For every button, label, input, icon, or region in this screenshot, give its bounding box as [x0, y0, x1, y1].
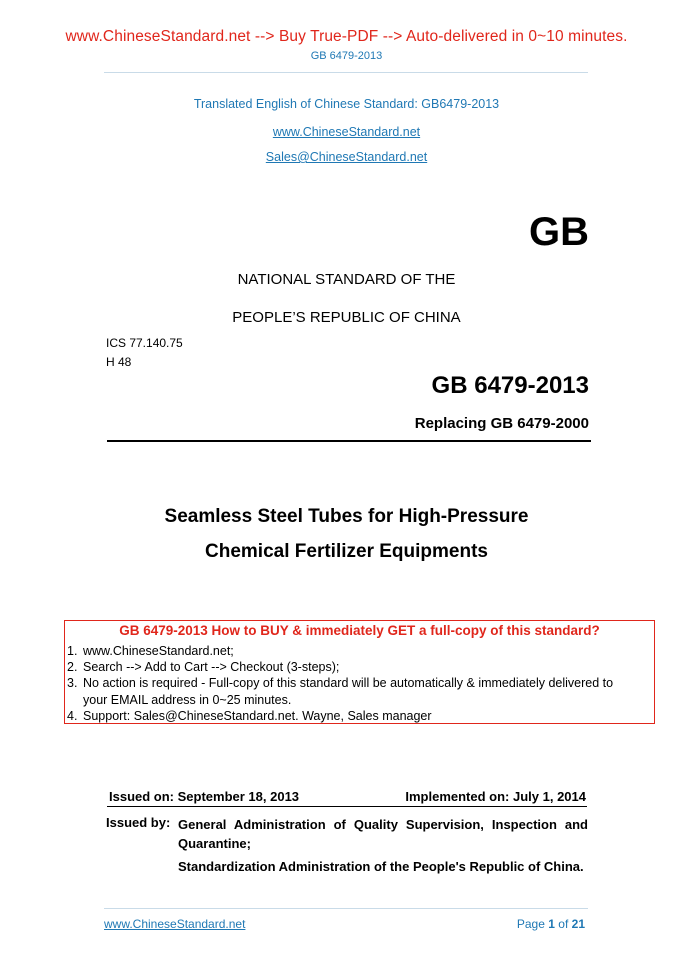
buy-step-1 [65, 643, 613, 659]
buy-step-text-continued: your EMAIL address in 0~25 minutes. [83, 692, 292, 707]
gb-logo: GB [529, 210, 589, 254]
buy-step-3 [65, 675, 613, 707]
buy-step-2 [65, 659, 613, 675]
page-current: 1 [548, 917, 555, 931]
top-divider [104, 72, 588, 73]
footer-divider [104, 908, 588, 909]
buy-step-number: 3. [67, 676, 78, 691]
buy-step-number: 4. [67, 708, 78, 723]
buy-step-text[interactable]: www.ChineseStandard.net; [83, 644, 234, 658]
sales-email-link[interactable]: Sales@ChineseStandard.net [265, 150, 428, 164]
buy-step-text: No action is required - Full-copy of this standard will be automatically & immediately delivered to [83, 676, 614, 691]
buy-step-text: Support: Sales@ChineseStandard.net. Wayne, Sales manager [83, 708, 432, 723]
replacing-standard: Replacing GB 6479-2000 [414, 415, 589, 432]
national-standard-line-1: NATIONAL STANDARD OF THE [237, 271, 456, 288]
email-link-wrapper [0, 148, 693, 166]
issuer-2: Standardization Administration of the People's Republic of China. [178, 859, 584, 874]
issuer-1: General Administration of Quality Supervision, Inspection and Quarantine; [178, 817, 588, 851]
buy-instructions-box [64, 620, 655, 724]
national-standard-line-2: PEOPLE’S REPUBLIC OF CHINA [232, 309, 461, 326]
page-of: of [558, 917, 569, 931]
translated-notice: Translated English of Chinese Standard: GB6479-2013 [193, 97, 500, 111]
header-standard-code: GB 6479-2013 [310, 50, 383, 62]
buy-step-number: 1. [67, 644, 78, 658]
buy-step-text: Search --> Add to Cart --> Checkout (3-steps); [83, 660, 340, 675]
page-prefix: Page [516, 917, 545, 931]
implemented-on-date: Implemented on: July 1, 2014 [405, 789, 586, 804]
issued-by-label: Issued by: [106, 815, 171, 830]
buy-step-4 [65, 708, 613, 724]
standard-number: GB 6479-2013 [431, 372, 589, 399]
ics-code: ICS 77.140.75 [106, 336, 183, 350]
website-link[interactable]: www.ChineseStandard.net [272, 125, 421, 139]
page-indicator [517, 917, 585, 931]
buy-steps-list [65, 643, 613, 724]
footer-website-link[interactable]: www.ChineseStandard.net [104, 917, 246, 931]
document-title-line-2: Chemical Fertilizer Equipments [205, 541, 488, 562]
document-title-line-1: Seamless Steel Tubes for High-Pressure [164, 506, 529, 527]
buy-step-number: 2. [67, 660, 78, 675]
h-code: H 48 [106, 355, 132, 369]
title-divider [107, 440, 591, 442]
page-total: 21 [571, 917, 585, 931]
issue-divider [107, 806, 587, 807]
issued-on-date: Issued on: September 18, 2013 [109, 789, 300, 804]
top-banner: www.ChineseStandard.net --> Buy True-PDF --> Auto-delivered in 0~10 minutes. [65, 28, 628, 45]
buy-box-title: GB 6479-2013 How to BUY & immediately GET a full-copy of this standard? [119, 623, 600, 638]
website-link-wrapper [0, 123, 693, 141]
